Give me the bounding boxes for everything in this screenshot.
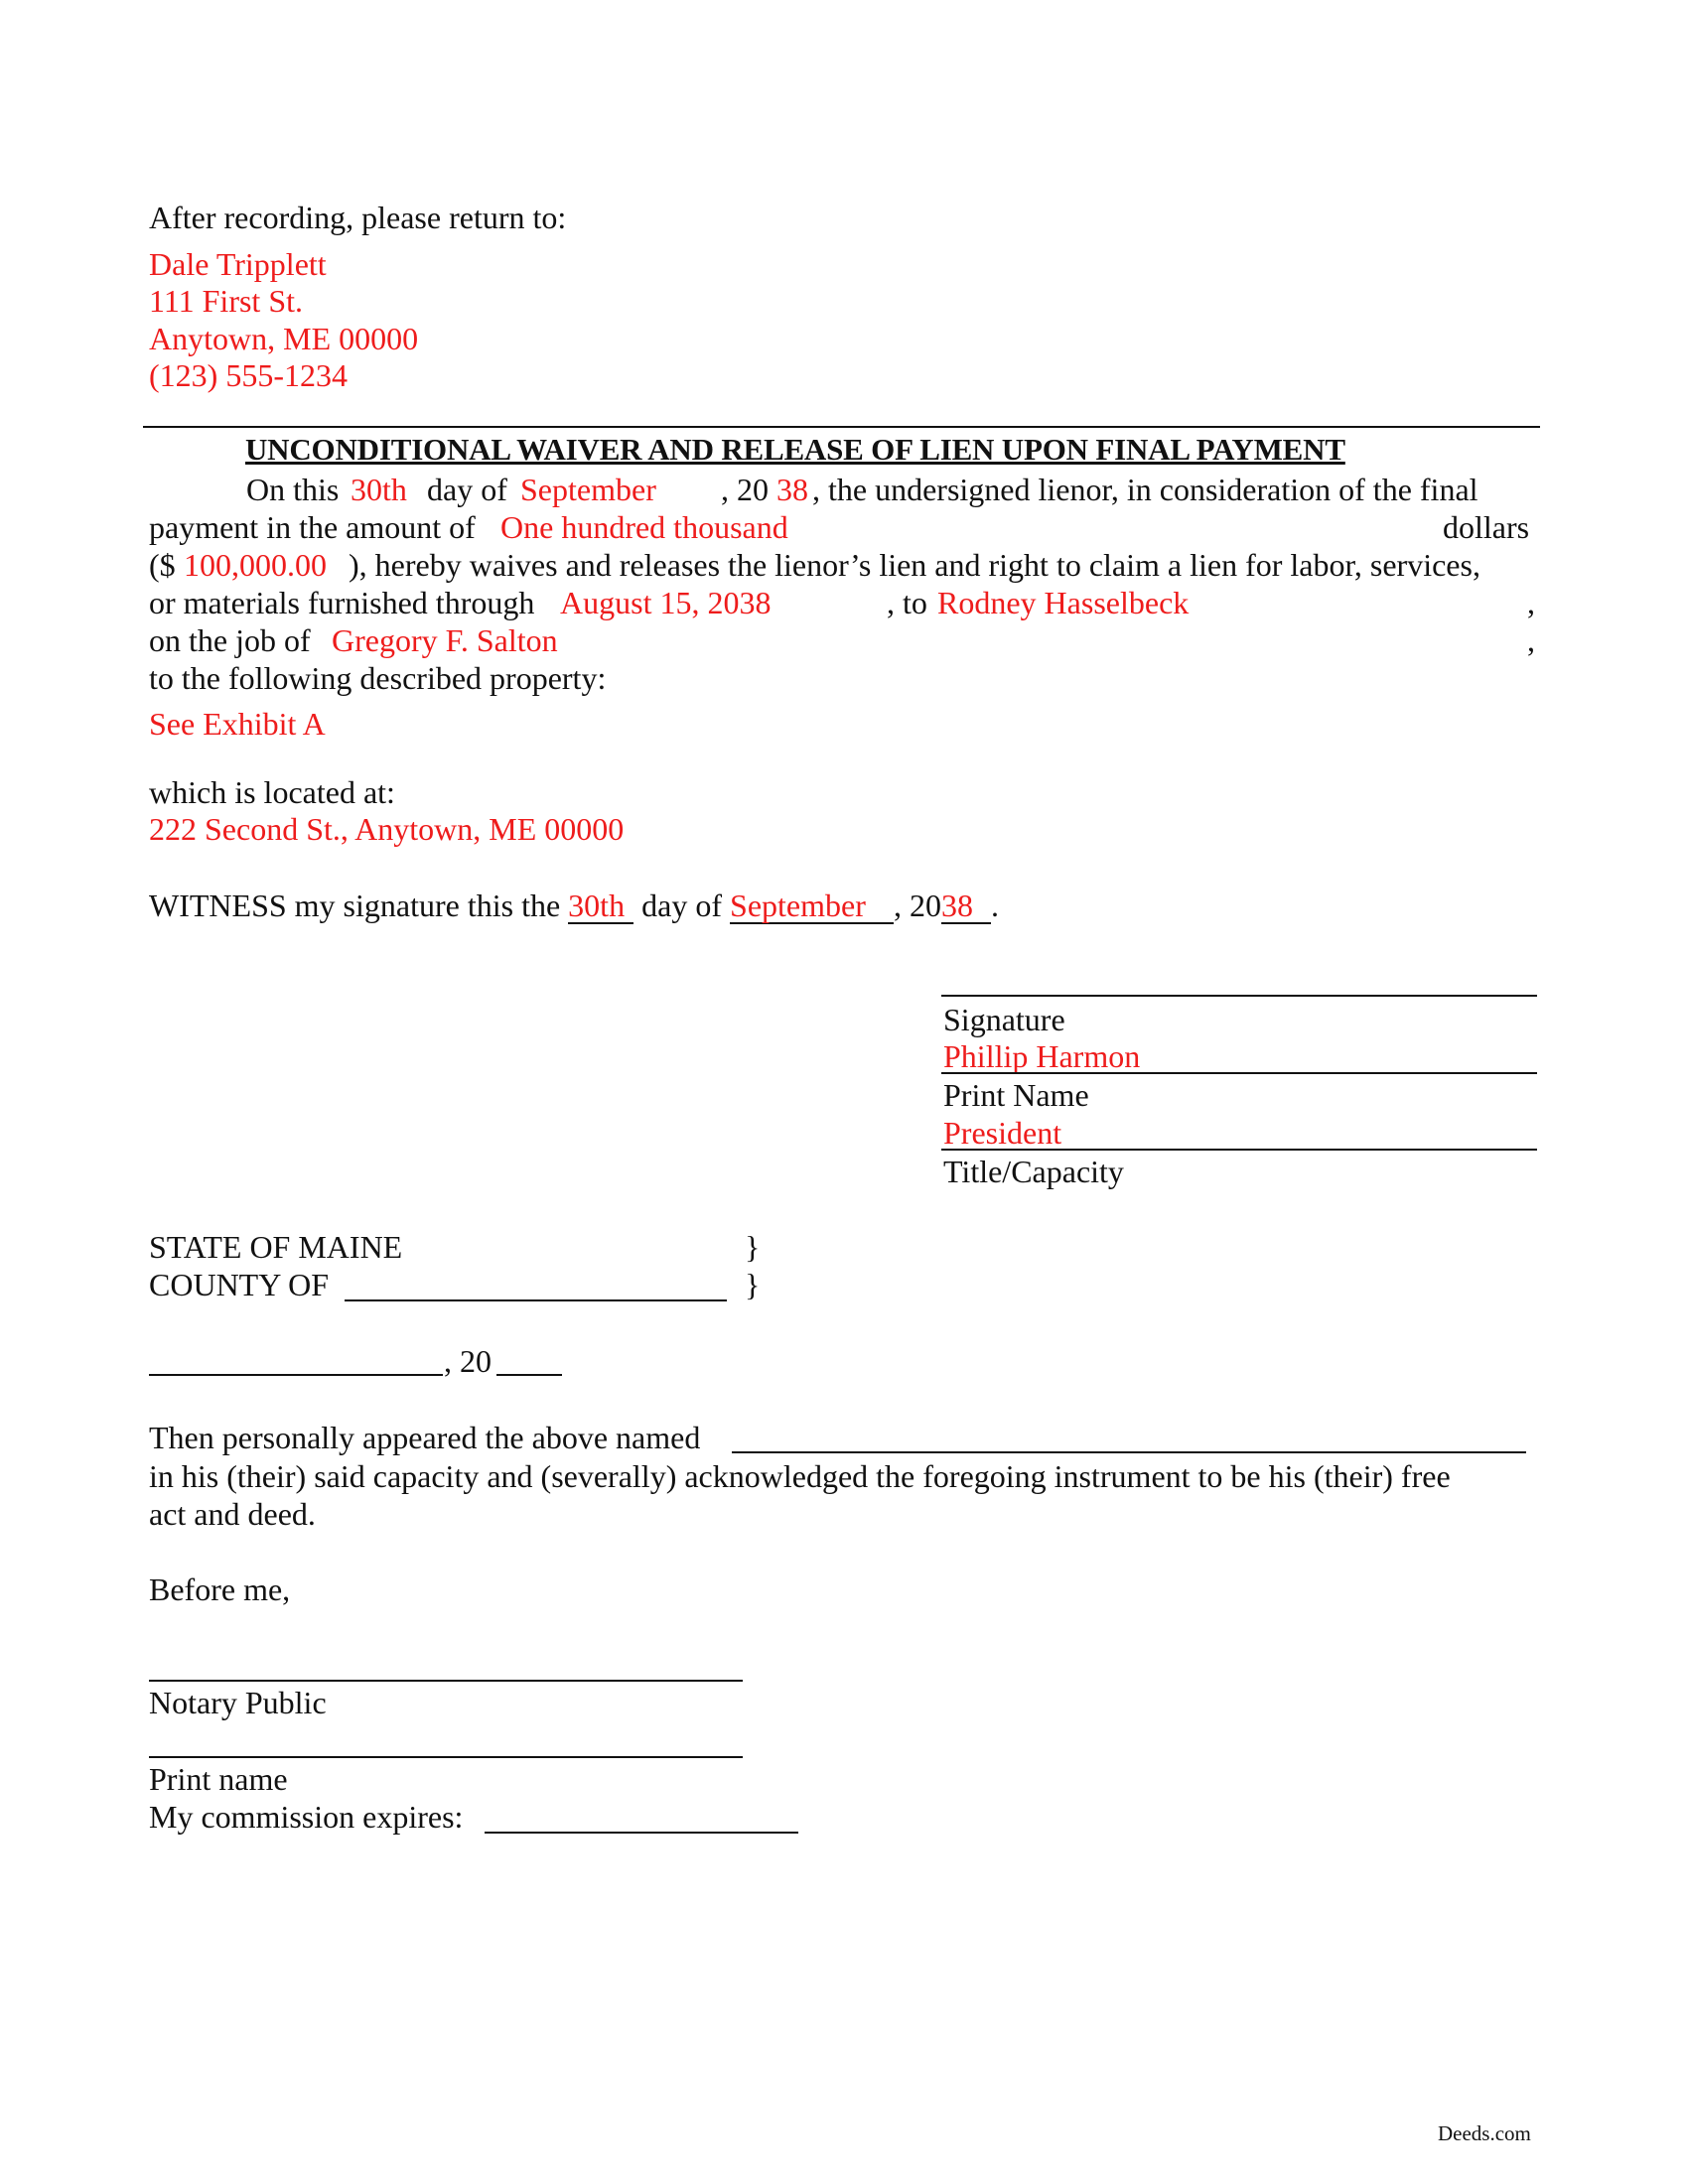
body-line-4-to: , to xyxy=(887,585,927,620)
date-year-prefix: , 20 xyxy=(444,1343,492,1379)
body-line-3-rest: ), hereby waives and releases the lienor’s lien and right to claim a lien for labor, services, xyxy=(349,547,1480,583)
body-line-1-rest: , the undersigned lienor, in consideration of the final xyxy=(812,472,1478,507)
appeared-line xyxy=(732,1451,1526,1453)
body-line-3-dollar-sign: ($ xyxy=(149,547,176,583)
county-line xyxy=(345,1299,727,1301)
county-brace: } xyxy=(745,1267,761,1302)
ack-line-1: in his (their) said capacity and (severally) acknowledged the foregoing instrument to be his (their) free xyxy=(149,1458,1451,1494)
date-line xyxy=(149,1374,443,1376)
body-line-1-century: , 20 xyxy=(721,472,769,507)
signature-label: Signature xyxy=(943,1002,1065,1037)
amount-words-value: One hundred thousand xyxy=(500,509,788,545)
state-label: STATE OF MAINE xyxy=(149,1229,403,1265)
property-description: See Exhibit A xyxy=(149,706,326,742)
located-label: which is located at: xyxy=(149,774,395,810)
notary-signature-line xyxy=(149,1680,743,1682)
day-value: 30th xyxy=(351,472,407,507)
return-phone: (123) 555-1234 xyxy=(149,357,348,393)
print-name-label: Print Name xyxy=(943,1077,1089,1113)
title-line xyxy=(941,1149,1537,1151)
county-label: COUNTY OF xyxy=(149,1267,330,1302)
witness-century: , 20 xyxy=(894,887,942,923)
witness-dayof: day of xyxy=(641,887,723,923)
through-date-value: August 15, 2038 xyxy=(560,585,772,620)
return-header: After recording, please return to: xyxy=(149,200,567,235)
date-year-line xyxy=(496,1374,562,1376)
witness-label: WITNESS my signature this the xyxy=(149,887,561,923)
body-line-5-label: on the job of xyxy=(149,622,311,658)
before-me: Before me, xyxy=(149,1571,291,1607)
title-value: President xyxy=(943,1115,1062,1151)
body-line-2-label: payment in the amount of xyxy=(149,509,476,545)
job-of-value: Gregory F. Salton xyxy=(332,622,558,658)
appeared-label: Then personally appeared the above named xyxy=(149,1420,701,1455)
body-line-6: to the following described property: xyxy=(149,660,607,696)
print-name-line xyxy=(941,1072,1537,1074)
to-party-value: Rodney Hasselbeck xyxy=(937,585,1190,620)
body-line-5-comma: , xyxy=(1527,622,1535,658)
title-capacity-label: Title/Capacity xyxy=(943,1154,1124,1189)
body-line-1-dayof: day of xyxy=(427,472,507,507)
ack-line-2: act and deed. xyxy=(149,1496,316,1532)
body-line-1-label: On this xyxy=(246,472,340,507)
commission-label: My commission expires: xyxy=(149,1799,464,1835)
body-line-4-comma: , xyxy=(1527,585,1535,620)
return-city: Anytown, ME 00000 xyxy=(149,321,419,356)
document-title: UNCONDITIONAL WAIVER AND RELEASE OF LIEN UPON FINAL PAYMENT xyxy=(245,432,1345,467)
witness-line xyxy=(149,887,999,924)
witness-period: . xyxy=(991,887,1000,923)
return-name: Dale Tripplett xyxy=(149,246,327,282)
body-line-2-dollars: dollars xyxy=(1443,509,1530,545)
print-name-value: Phillip Harmon xyxy=(943,1038,1141,1074)
header-rule xyxy=(143,426,1540,428)
witness-year: 38 xyxy=(941,888,991,924)
footer-brand: Deeds.com xyxy=(1438,2121,1531,2145)
state-brace: } xyxy=(745,1229,761,1265)
month-value: September xyxy=(520,472,656,507)
witness-day: 30th xyxy=(568,888,633,924)
signature-line xyxy=(941,995,1537,997)
witness-month: September xyxy=(730,888,894,924)
notary-public-label: Notary Public xyxy=(149,1685,327,1720)
return-street: 111 First St. xyxy=(149,283,303,319)
body-line-4-label: or materials furnished through xyxy=(149,585,535,620)
commission-line xyxy=(485,1832,798,1834)
amount-number-value: 100,000.00 xyxy=(184,547,327,583)
property-address: 222 Second St., Anytown, ME 00000 xyxy=(149,811,625,847)
notary-print-label: Print name xyxy=(149,1761,288,1797)
notary-print-line xyxy=(149,1756,743,1758)
year-value: 38 xyxy=(776,472,808,507)
